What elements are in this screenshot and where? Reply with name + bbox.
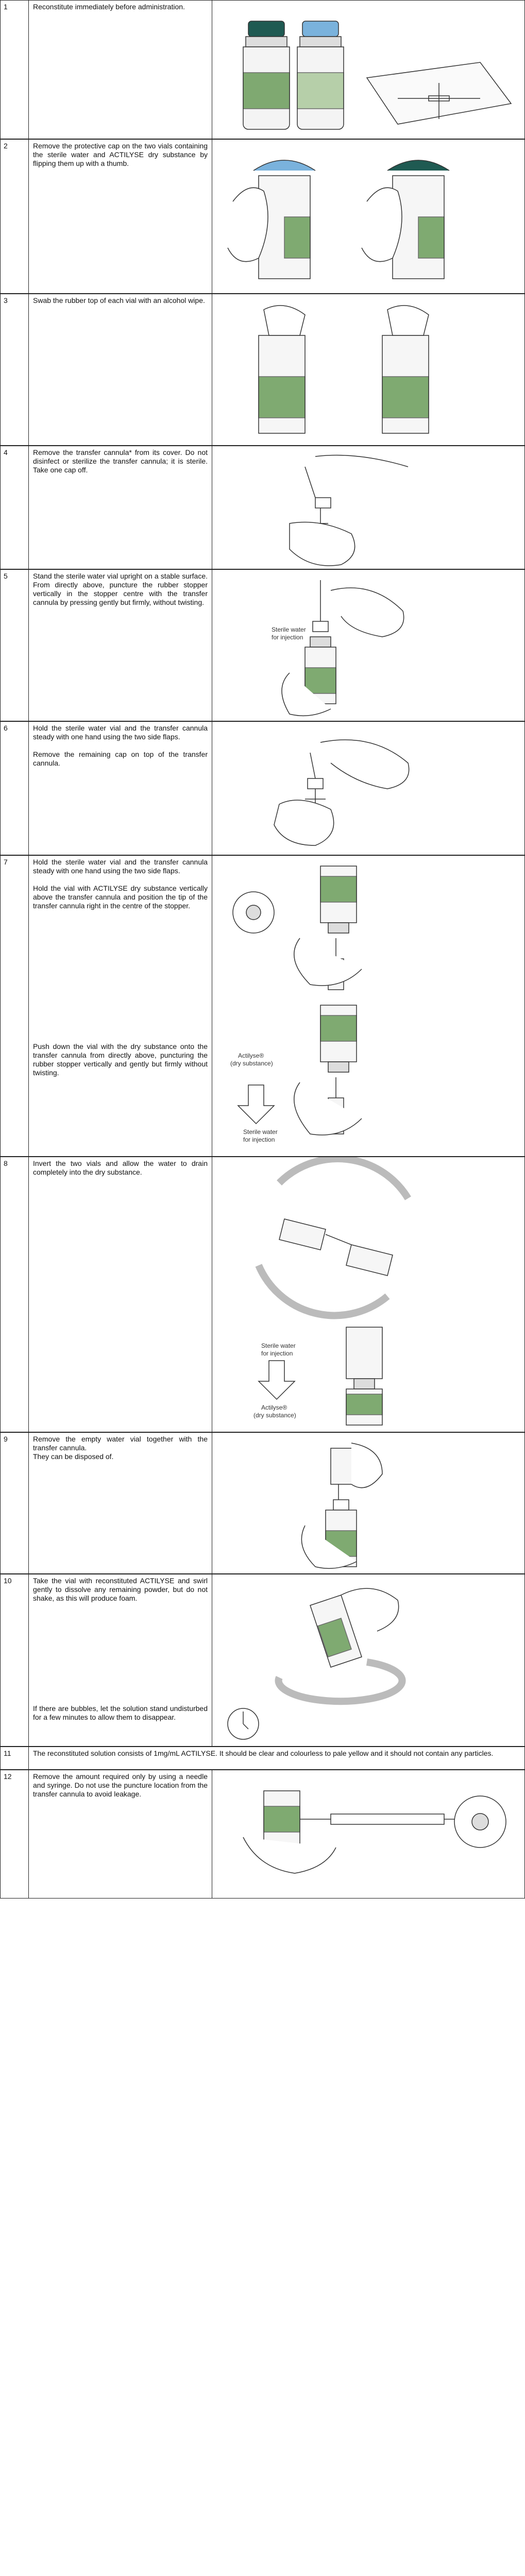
step-paragraph: Take the vial with reconstituted ACTILYSE and swirl gently to dissolve any remaining powder, but do not shake, as this will produce foam. (33, 1577, 208, 1602)
step-text (28, 855, 212, 1157)
step-text (28, 721, 212, 855)
svg-text:for injection: for injection (261, 1350, 293, 1357)
puncture-water-vial-illustration (212, 570, 525, 721)
svg-text:for injection: for injection (243, 1136, 275, 1143)
step-text: Remove the amount required only by using a needle and syringe. Do not use the puncture location from the transfer cannula to avoid leakage. (28, 1770, 212, 1899)
step-row-4 (0, 446, 525, 569)
step-number: 3 (0, 294, 28, 446)
step-row-8 (0, 1157, 525, 1432)
step-paragraph: Hold the vial with ACTILYSE dry substance vertically above the transfer cannula and position the tip of the transfer cannula right in the centre of the stopper. (33, 884, 208, 910)
step-row-3 (0, 294, 525, 446)
step-number: 10 (0, 1574, 28, 1747)
svg-text:(dry substance): (dry substance) (253, 1412, 296, 1419)
step-row-5 (0, 569, 525, 721)
step-number: 12 (0, 1770, 28, 1899)
step-illustration (212, 569, 525, 721)
vials-and-cannula-illustration (212, 1, 525, 139)
connect-vials-illustration (212, 856, 525, 1157)
remove-caps-illustration (212, 140, 525, 294)
step-illustration (212, 1770, 525, 1899)
svg-text:Actilyse®: Actilyse® (238, 1052, 264, 1059)
svg-text:for injection: for injection (272, 634, 303, 641)
step-illustration (212, 1574, 525, 1747)
step-illustration (212, 855, 525, 1157)
step-text: Remove the transfer cannula* from its cover. Do not disinfect or sterilize the transfer cannula; it is sterile. Take one cap off. (28, 446, 212, 569)
step-number: 8 (0, 1157, 28, 1432)
step-text: Invert the two vials and allow the water to drain completely into the dry substance. (28, 1157, 212, 1432)
step-paragraph: Push down the vial with the dry substance onto the transfer cannula from directly above, puncturing the rubber stopper vertically and gently but firmly without twisting. (33, 1042, 208, 1077)
step-illustration (212, 139, 525, 294)
step-row-11 (0, 1747, 525, 1770)
step-text: Stand the sterile water vial upright on a stable surface. From directly above, puncture the rubber stopper vertically in the stopper centre with the transfer cannula by pressing gently but firmly, without twisting. (28, 569, 212, 721)
step-row-12 (0, 1770, 525, 1899)
svg-text:Sterile water: Sterile water (243, 1128, 278, 1136)
step-illustration (212, 1157, 525, 1432)
step-row-1 (0, 0, 525, 139)
step-row-2 (0, 139, 525, 294)
step-text: Reconstitute immediately before administration. (28, 0, 212, 139)
step-paragraph: Remove the remaining cap on top of the transfer cannula. (33, 750, 208, 767)
swab-vials-illustration (212, 294, 525, 446)
svg-text:Actilyse®: Actilyse® (261, 1404, 287, 1411)
remove-water-vial-illustration (212, 1433, 525, 1574)
step-paragraph: Hold the sterile water vial and the transfer cannula steady with one hand using the two side flaps. (33, 858, 208, 875)
step-number: 11 (0, 1747, 28, 1770)
step-row-9 (0, 1432, 525, 1574)
transfer-cannula-illustration (212, 446, 525, 569)
step-number: 9 (0, 1432, 28, 1574)
step-row-10 (0, 1574, 525, 1747)
swirl-vial-illustration (212, 1574, 525, 1747)
step-text (28, 1432, 212, 1574)
step-text (28, 1574, 212, 1747)
step-text: Swab the rubber top of each vial with an alcohol wipe. (28, 294, 212, 446)
invert-vials-illustration (212, 1157, 525, 1432)
step-text: Remove the protective cap on the two vials containing the sterile water and ACTILYSE dry substance by flipping them up with a thumb. (28, 139, 212, 294)
step-number: 2 (0, 139, 28, 294)
svg-text:Sterile water: Sterile water (261, 1342, 296, 1349)
step-text: The reconstituted solution consists of 1mg/mL ACTILYSE. It should be clear and colourless to pale yellow and it should not contain any particles. (28, 1747, 525, 1770)
remove-cannula-cap-illustration (212, 722, 525, 855)
step-illustration (212, 1432, 525, 1574)
step-number: 1 (0, 0, 28, 139)
step-illustration (212, 0, 525, 139)
step-paragraph: Hold the sterile water vial and the transfer cannula steady with one hand using the two side flaps. (33, 724, 208, 741)
step-row-7 (0, 855, 525, 1157)
step-illustration (212, 446, 525, 569)
step-row-6 (0, 721, 525, 855)
step-number: 6 (0, 721, 28, 855)
step-number: 5 (0, 569, 28, 721)
svg-text:Sterile water: Sterile water (272, 626, 306, 633)
step-number: 7 (0, 855, 28, 1157)
step-illustration (212, 294, 525, 446)
step-illustration (212, 721, 525, 855)
svg-text:(dry substance): (dry substance) (230, 1060, 273, 1067)
step-paragraph: Remove the empty water vial together with the transfer cannula. (33, 1435, 208, 1452)
syringe-withdrawal-illustration (212, 1770, 525, 1899)
step-number: 4 (0, 446, 28, 569)
step-paragraph: They can be disposed of. (33, 1452, 114, 1461)
step-paragraph: If there are bubbles, let the solution stand undisturbed for a few minutes to allow them to disappear. (33, 1704, 208, 1721)
